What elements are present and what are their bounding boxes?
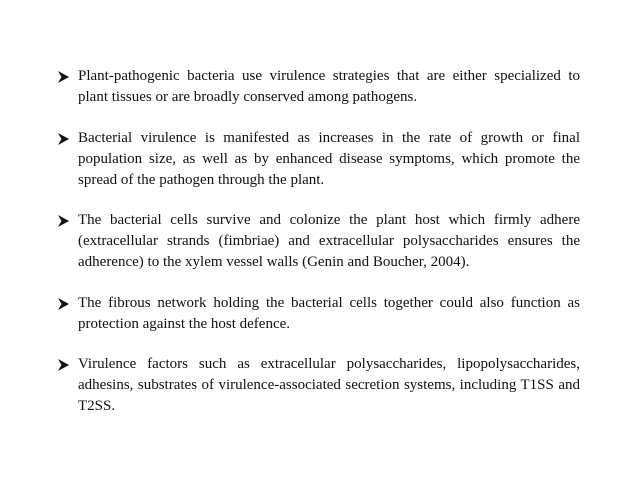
- bullet-item: [58, 66, 580, 108]
- bullet-list: [58, 66, 580, 437]
- arrowhead-bullet-icon: [58, 354, 72, 375]
- bullet-text: The bacterial cells survive and colonize the plant host which firmly adhere (extracellular strands (fimbriae) and extracellular polysaccharides ensures the adherence) to the xylem vessel walls (Genin and Boucher, 2004).: [78, 212, 580, 270]
- bullet-item: [58, 210, 580, 273]
- bullet-text: Plant-pathogenic bacteria use virulence strategies that are either specialized to plant tissues or are broadly conserved among pathogens.: [78, 68, 580, 105]
- bullet-text: Virulence factors such as extracellular polysaccharides, lipopolysaccharides, adhesins, substrates of virulence-associated secretion systems, including T1SS and T2SS.: [78, 356, 580, 414]
- bullet-item: [58, 128, 580, 191]
- bullet-text: Bacterial virulence is manifested as increases in the rate of growth or final population size, as well as by enhanced disease symptoms, which promote the spread of the pathogen through the plant.: [78, 129, 580, 188]
- arrowhead-bullet-icon: [58, 210, 72, 231]
- bullet-text: The fibrous network holding the bacterial cells together could also function as protection against the host defence.: [78, 294, 580, 332]
- arrowhead-bullet-icon: [58, 128, 72, 149]
- arrowhead-bullet-icon: [58, 66, 72, 87]
- bullet-item: [58, 293, 580, 335]
- arrowhead-bullet-icon: [58, 293, 72, 314]
- bullet-item: [58, 354, 580, 417]
